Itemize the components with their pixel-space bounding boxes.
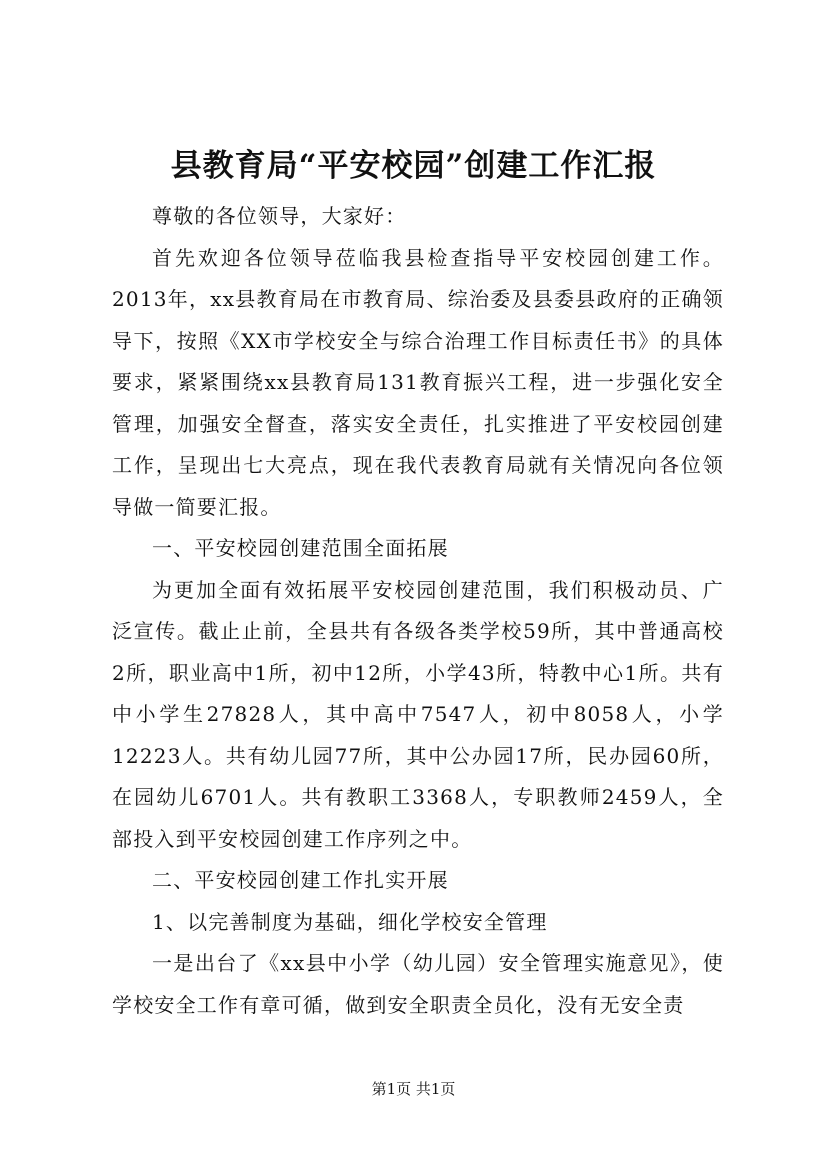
intro-paragraph: 首先欢迎各位领导莅临我县检查指导平安校园创建工作。2013年，xx县教育局在市教育局、综治委及县委县政府的正确领导下，按照《XX市学校安全与综合治理工作目标责任书》的具体要求，紧紧围绕xx县教育局131教育振兴工程，进一步强化安全管理，加强安全督查，落实安全责任，扎实推进了平安校园创建工作，呈现出七大亮点，现在我代表教育局就有关情况向各位领导做一简要汇报。 bbox=[112, 245, 724, 519]
page-footer: 第1页 共1页 bbox=[371, 1080, 456, 1098]
salutation-paragraph: 尊敬的各位领导，大家好： bbox=[152, 204, 407, 228]
section-heading-2: 二、平安校园创建工作扎实开展 bbox=[152, 868, 449, 892]
document-title: 县教育局“平安校园”创建工作汇报 bbox=[170, 148, 657, 184]
section-1-paragraph: 为更加全面有效拓展平安校园创建范围，我们积极动员、广泛宣传。截止止前，全县共有各级各类学校59所，其中普通高校2所，职业高中1所，初中12所，小学43所，特教中心1所。共有中小学生27828人，其中高中7547人，初中8058人，小学12223人。共有幼儿园77所，其中公办园17所，民办园60所，在园幼儿6701人。共有教职工3368人，专职教师2459人，全部投入到平安校园创建工作序列之中。 bbox=[112, 577, 724, 851]
subsection-1-paragraph: 一是出台了《xx县中小学（幼儿园）安全管理实施意见》，使学校安全工作有章可循，做到安全职责全员化，没有无安全责 bbox=[112, 951, 724, 1017]
subsection-heading-1: 1、以完善制度为基础，细化学校安全管理 bbox=[152, 909, 548, 934]
section-heading-1: 一、平安校园创建范围全面拓展 bbox=[152, 536, 449, 560]
document-body bbox=[112, 196, 724, 1026]
